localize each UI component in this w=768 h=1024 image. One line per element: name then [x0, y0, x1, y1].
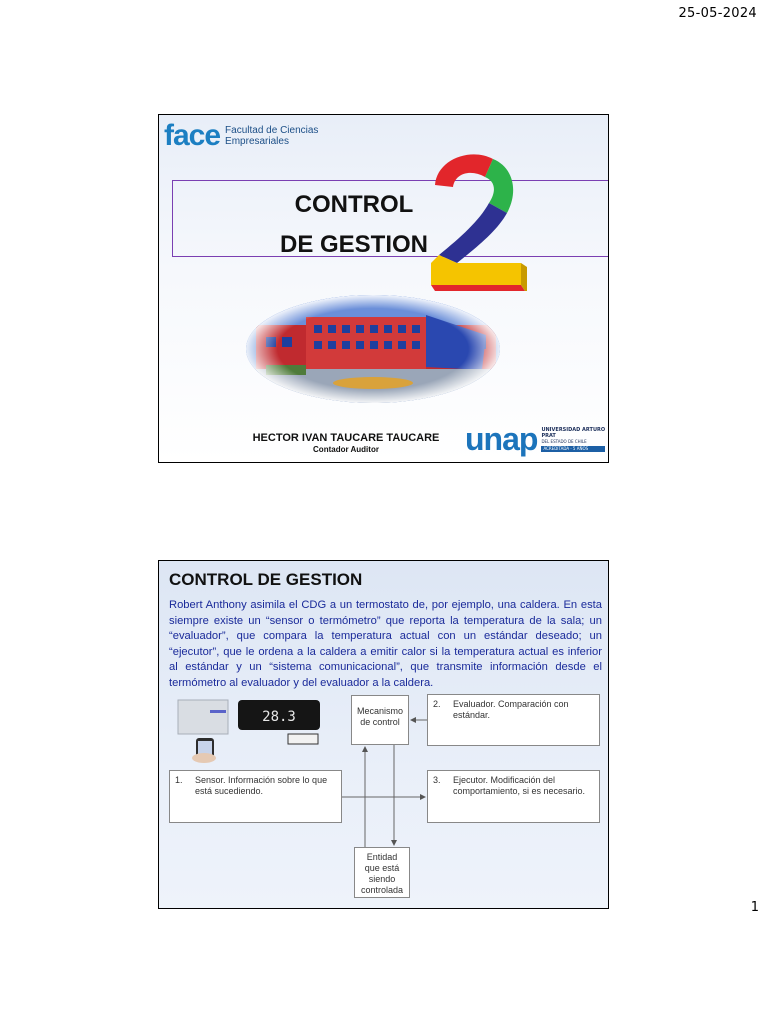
box-mecanismo-text: Mecanismo de control	[356, 706, 403, 727]
unap-subname: DEL ESTADO DE CHILE	[541, 438, 587, 444]
face-logo-word: face	[164, 119, 221, 152]
box-entidad-controlada	[354, 847, 410, 898]
author-role: Contador Auditor	[313, 445, 379, 454]
campus-photo	[246, 295, 500, 403]
box-ejecutor-text: Ejecutor. Modificación del comportamiento, si es necesario.	[453, 775, 586, 796]
unap-accreditation: ACREDITADA · 5 AÑOS	[541, 446, 605, 452]
box-sensor-text: Sensor. Información sobre lo que está sucediendo.	[195, 775, 328, 796]
author-name: HECTOR IVAN TAUCARE TAUCARE	[252, 432, 440, 444]
unap-logo	[465, 423, 605, 455]
print-date: 25-05-2024	[678, 6, 757, 21]
box-sensor	[169, 770, 342, 823]
box-sensor-number: 1.	[175, 775, 183, 785]
page-number: 1	[750, 900, 759, 915]
box-mecanismo-de-control	[351, 695, 409, 745]
thermostat-display: 28.3	[262, 709, 296, 725]
author-block	[251, 431, 441, 455]
slide-1	[158, 114, 609, 463]
box-evaluador-text: Evaluador. Comparación con estándar.	[453, 699, 569, 720]
box-ejecutor-number: 3.	[433, 775, 441, 785]
unap-logo-meta	[541, 427, 605, 452]
box-evaluador	[427, 694, 600, 746]
box-ejecutor	[427, 770, 600, 823]
unap-logo-word: unap	[465, 421, 538, 457]
slide-title	[259, 185, 449, 265]
slide-2-title: CONTROL DE GESTION	[169, 570, 363, 589]
slide-2	[158, 560, 609, 909]
box-entidad-text: Entidad que está siendo controlada	[360, 852, 404, 895]
slide-title-line-1: CONTROL	[294, 191, 414, 218]
box-evaluador-number: 2.	[433, 699, 441, 709]
face-logo	[164, 121, 335, 151]
slide-title-line-2: DE GESTION	[279, 231, 429, 258]
slide-2-body: Robert Anthony asimila el CDG a un termostato de, por ejemplo, una caldera. En esta siempre existe un “sensor o termómetro” que reporta la temperatura de la sala; un “evaluador”, que compara la temperatura actual con un estándar deseado; un “ejecutor”, que le ordena a la caldera a emitir calor si la temperatura actual es inferior al estándar y un “sistema comunicacional”, que transmite información desde el termómetro al evaluador y del evaluador a la caldera.	[169, 599, 602, 689]
face-logo-subtitle: Facultad de Ciencias Empresariales	[225, 125, 319, 147]
unap-name: UNIVERSIDAD ARTURO PRAT	[541, 426, 606, 439]
big-two-graphic	[427, 151, 527, 293]
